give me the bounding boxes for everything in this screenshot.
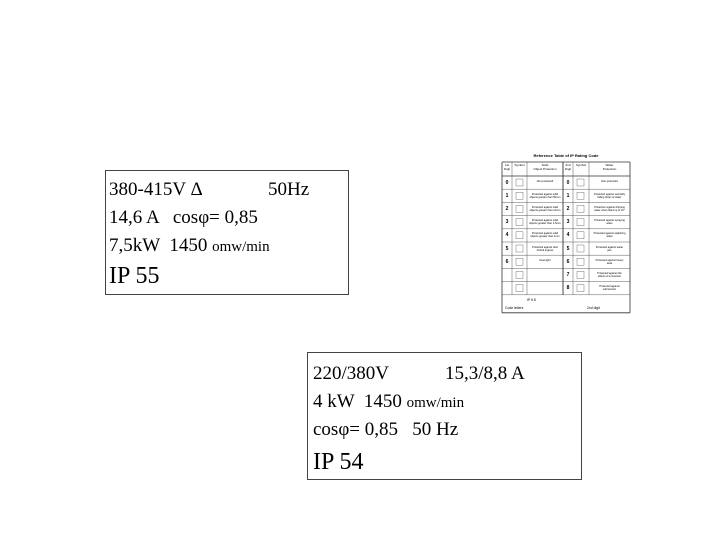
nameplate-1 [105, 170, 349, 295]
water-protection-text: Protection against dripping water when tilted up to 15° [594, 205, 625, 212]
water-symbol-icon [577, 285, 584, 292]
speed-unit: omw/min [406, 395, 465, 411]
frequency-text: 50Hz [268, 179, 310, 200]
solid-protection-text: Protected against solid objects greater than 50mm [529, 192, 561, 199]
table-header: Water Protection [602, 163, 617, 171]
current-text: 15,3/8,8 A [445, 363, 525, 384]
water-protection-text: Protected against submersion [599, 285, 620, 292]
example-label-left: Code letters [505, 305, 524, 310]
ip-rating: IP 54 [313, 449, 364, 475]
ip-reference-table [497, 152, 635, 318]
first-digit: 2 [505, 205, 509, 212]
water-protection-text: Protected against vertically falling drops of water [594, 192, 625, 199]
speed-unit: omw/min [212, 239, 270, 255]
first-digit: 0 [505, 179, 509, 186]
solid-protection-text: Protected against solid objects greater than 1mm [530, 232, 560, 239]
solid-protection-text: Protected against dust limited ingress [532, 245, 558, 252]
power-speed-text [313, 391, 464, 414]
water-symbol-icon [577, 258, 584, 265]
second-digit: 7 [566, 271, 570, 278]
table-header: 1st Digit [503, 163, 510, 171]
solid-symbol-icon [516, 258, 523, 265]
second-digit: 0 [566, 179, 570, 186]
first-digit: 6 [505, 258, 509, 265]
solid-symbol-icon [516, 245, 523, 252]
solid-symbol-icon [516, 192, 523, 199]
water-protection-text: Protected against spraying water [594, 219, 625, 226]
first-digit: 4 [505, 232, 509, 239]
water-symbol-icon [577, 219, 584, 226]
solid-symbol-icon [516, 271, 523, 278]
water-symbol-icon [577, 205, 584, 212]
power-speed-text [109, 235, 270, 258]
water-protection-text: Protected against the effects of immersion [597, 271, 622, 278]
second-digit: 8 [566, 285, 570, 292]
solid-protection-text: Dust-tight [539, 258, 551, 262]
solid-symbol-icon [516, 219, 523, 226]
table-header: Solid Object Protection [533, 163, 557, 171]
water-protection-text: Protected against water jets [595, 245, 624, 252]
water-symbol-icon [577, 245, 584, 252]
first-digit: 5 [505, 245, 509, 252]
water-symbol-icon [577, 271, 584, 278]
nameplate-2 [307, 352, 582, 480]
table-header: Symbol [575, 163, 586, 167]
table-caption: Reference Table of IP Rating Code [533, 153, 599, 158]
example-code: IP 6 8 [527, 297, 536, 302]
cosphi-frequency-text: cosφ= 0,85 50 Hz [313, 419, 459, 440]
solid-symbol-icon [516, 179, 523, 186]
first-digit: 1 [505, 192, 509, 199]
second-digit: 5 [566, 245, 570, 252]
water-protection-text: Protected against splashing water [593, 232, 626, 239]
table-header: Symbol [514, 163, 525, 167]
table-header: 2nd Digit [564, 163, 571, 171]
water-symbol-icon [577, 232, 584, 239]
water-protection-text: Protected against heavy seas [595, 258, 624, 265]
solid-protection-text: Protected against solid objects greater than 12mm [529, 205, 561, 212]
voltage-text: 220/380V [313, 363, 389, 384]
solid-symbol-icon [516, 285, 523, 292]
water-symbol-icon [577, 192, 584, 199]
current-cosphi-text: 14,6 A cosφ= 0,85 [109, 207, 258, 228]
voltage-text: 380-415V Δ [109, 179, 203, 200]
first-digit: 3 [505, 219, 509, 226]
solid-protection-text: Non-protected [536, 179, 554, 183]
power-speed-value: 4 kW 1450 [313, 391, 407, 412]
solid-symbol-icon [516, 205, 523, 212]
example-label-right: 2nd digit [587, 305, 600, 310]
water-protection-text: Non-protected [601, 179, 618, 183]
power-speed-value: 7,5kW 1450 [109, 235, 213, 256]
second-digit: 2 [566, 205, 570, 212]
second-digit: 4 [566, 232, 570, 239]
second-digit: 6 [566, 258, 570, 265]
second-digit: 1 [566, 192, 570, 199]
ip-rating: IP 55 [109, 263, 160, 289]
second-digit: 3 [566, 219, 570, 226]
water-symbol-icon [577, 179, 584, 186]
solid-protection-text: Protected against solid objects greater than 2.5mm [529, 219, 561, 226]
solid-symbol-icon [516, 232, 523, 239]
